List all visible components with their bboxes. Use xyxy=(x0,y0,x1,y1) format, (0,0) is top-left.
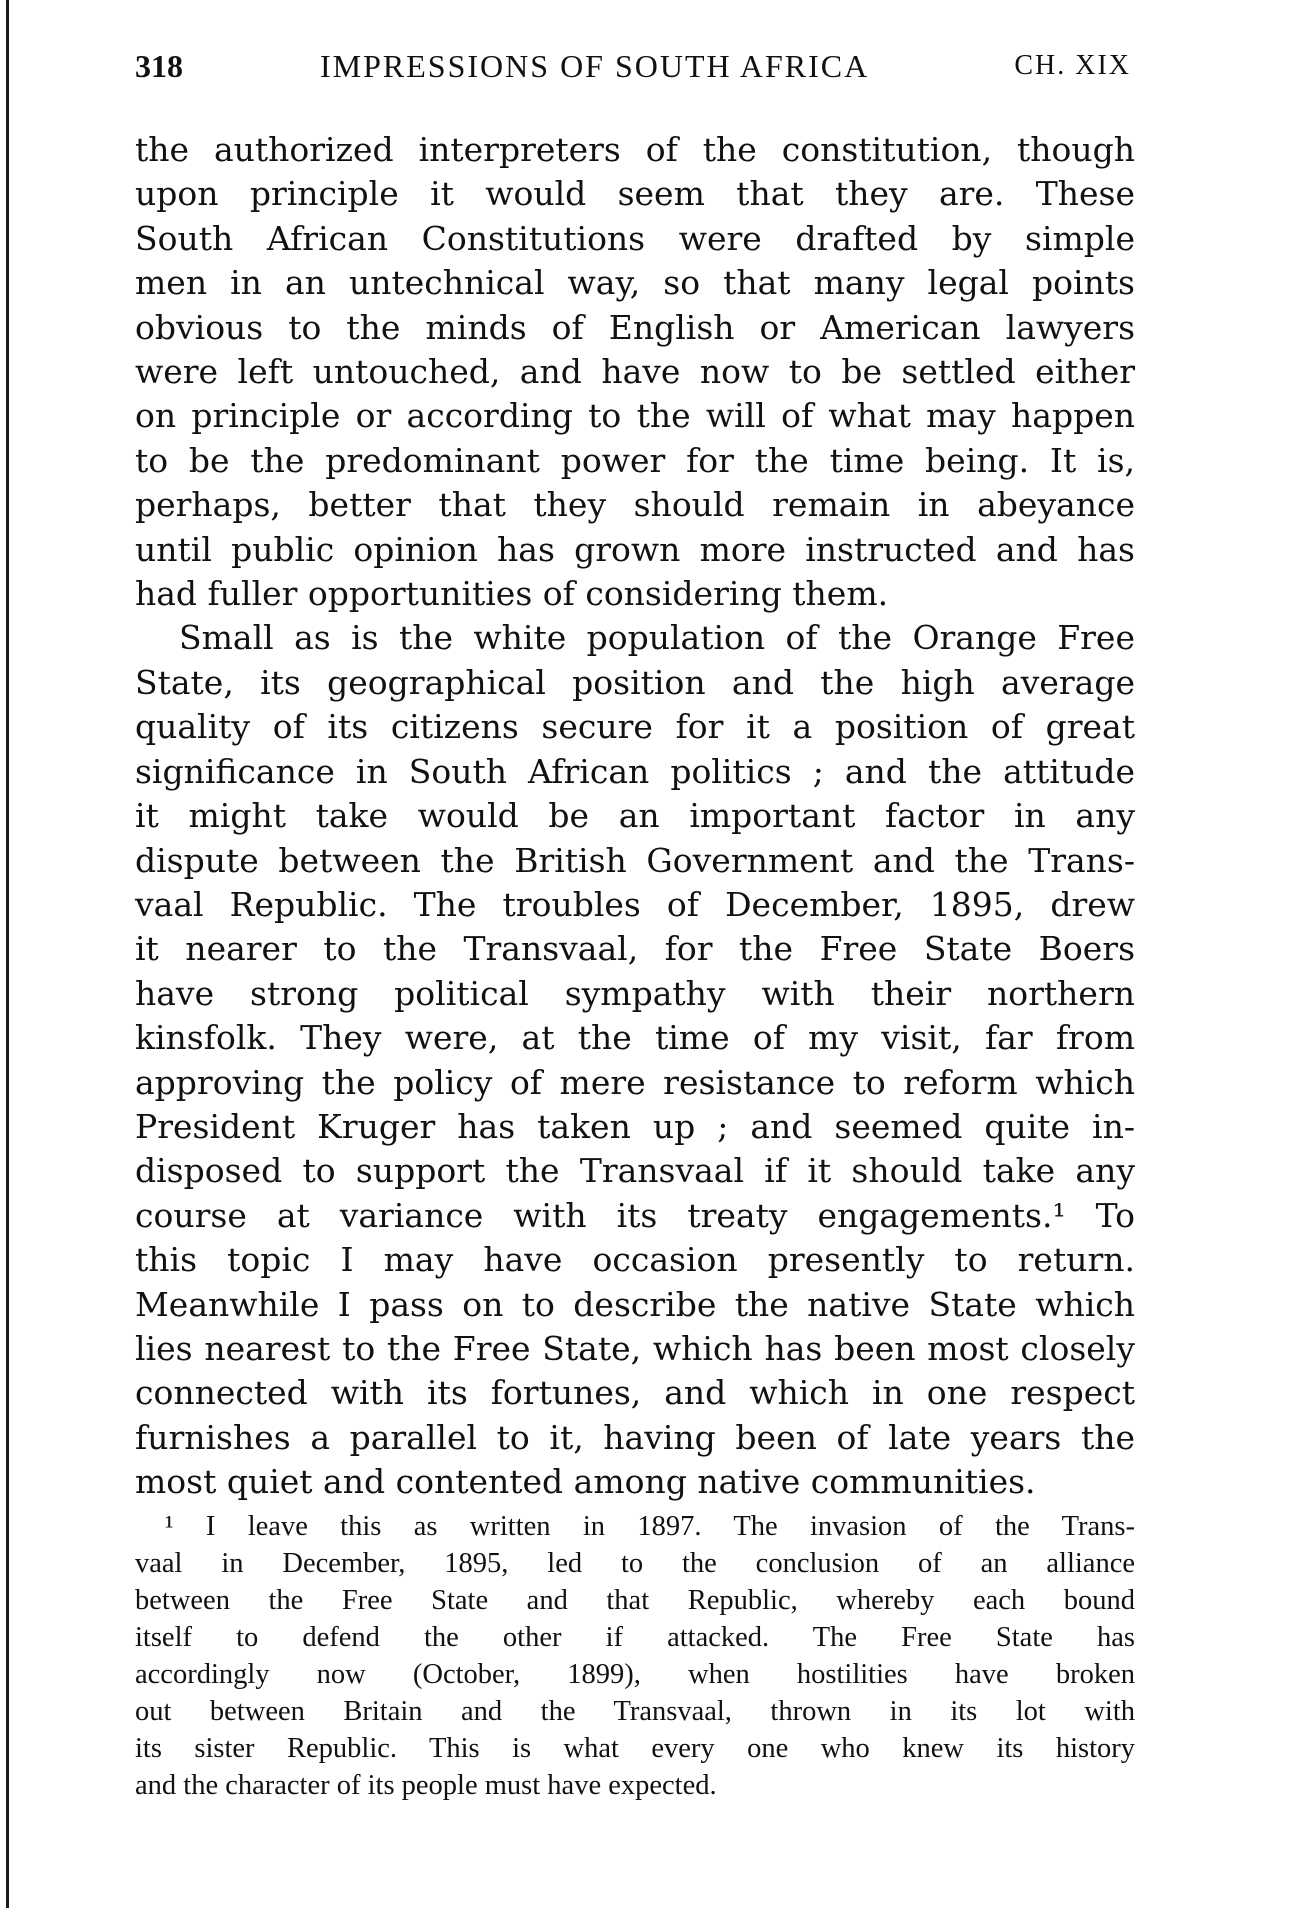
footnote-line: out between Britain and the Transvaal, thrown in its lot with xyxy=(135,1696,1135,1727)
body-line: connected with its fortunes, and which in one respect xyxy=(135,1373,1135,1413)
footnote-line: its sister Republic. This is what every one who knew its history xyxy=(135,1733,1135,1764)
body-line: Small as is the white population of the Orange Free xyxy=(179,618,1135,658)
page-number: 318 xyxy=(135,48,183,84)
body-line: it nearer to the Transvaal, for the Free State Boers xyxy=(135,929,1135,969)
body-line: South African Constitutions were drafted by simple xyxy=(135,218,1135,258)
body-line: Meanwhile I pass on to describe the native State which xyxy=(135,1284,1135,1324)
body-line: upon principle it would seem that they are. These xyxy=(135,174,1135,214)
running-head xyxy=(135,44,1135,88)
footnote-line: and the character of its people must have expected. xyxy=(135,1770,717,1801)
footnote-line: between the Free State and that Republic, whereby each bound xyxy=(135,1585,1135,1616)
body-line: vaal Republic. The troubles of December, 1895, drew xyxy=(135,884,1135,924)
footnote-line: itself to defend the other if attacked. The Free State has xyxy=(135,1622,1135,1653)
chapter-label: CH. XIX xyxy=(1014,50,1131,81)
footnote xyxy=(135,1508,1135,1804)
body-line: the authorized interpreters of the constitution, though xyxy=(135,130,1135,169)
body-line: this topic I may have occasion presently to return. xyxy=(135,1240,1135,1280)
body-line: approving the policy of mere resistance to reform which xyxy=(135,1062,1135,1102)
footnote-line: ¹ I leave this as written in 1897. The invasion of the Trans- xyxy=(165,1511,1135,1542)
body-line: it might take would be an important factor in any xyxy=(135,796,1135,836)
footnote-line: vaal in December, 1895, led to the conclusion of an alliance xyxy=(135,1548,1135,1579)
running-title: IMPRESSIONS OF SOUTH AFRICA xyxy=(320,48,870,84)
body-line: dispute between the British Government and the Trans- xyxy=(135,840,1135,880)
body-line: had fuller opportunities of considering them. xyxy=(135,574,889,614)
page-edge-rule xyxy=(6,0,9,1908)
body-line: men in an untechnical way, so that many legal points xyxy=(135,263,1135,303)
body-line: significance in South African politics ; and the attitude xyxy=(135,751,1135,791)
body-line: perhaps, better that they should remain in abeyance xyxy=(135,485,1135,525)
body-line: on principle or according to the will of what may happen xyxy=(135,396,1135,436)
body-line: disposed to support the Transvaal if it should take any xyxy=(135,1151,1135,1191)
body-line: obvious to the minds of English or American lawyers xyxy=(135,307,1135,347)
body-line: lies nearest to the Free State, which has been most closely xyxy=(135,1328,1135,1368)
body-line: were left untouched, and have now to be settled either xyxy=(135,352,1135,392)
footnote-line: accordingly now (October, 1899), when hostilities have broken xyxy=(135,1659,1135,1690)
body-line: until public opinion has grown more instructed and has xyxy=(135,529,1135,569)
body-line: to be the predominant power for the time being. It is, xyxy=(135,440,1135,480)
body-line: quality of its citizens secure for it a position of great xyxy=(135,707,1135,747)
body-text xyxy=(135,128,1135,1505)
body-line: furnishes a parallel to it, having been of late years the xyxy=(135,1417,1135,1457)
body-line: have strong political sympathy with their northern xyxy=(135,973,1135,1013)
body-line: kinsfolk. They were, at the time of my visit, far from xyxy=(135,1018,1135,1058)
body-line: State, its geographical position and the high average xyxy=(135,662,1135,702)
body-line: course at variance with its treaty engagements.¹ To xyxy=(135,1195,1135,1235)
body-line: President Kruger has taken up ; and seemed quite in- xyxy=(135,1106,1135,1146)
body-line: most quiet and contented among native communities. xyxy=(135,1462,1036,1502)
